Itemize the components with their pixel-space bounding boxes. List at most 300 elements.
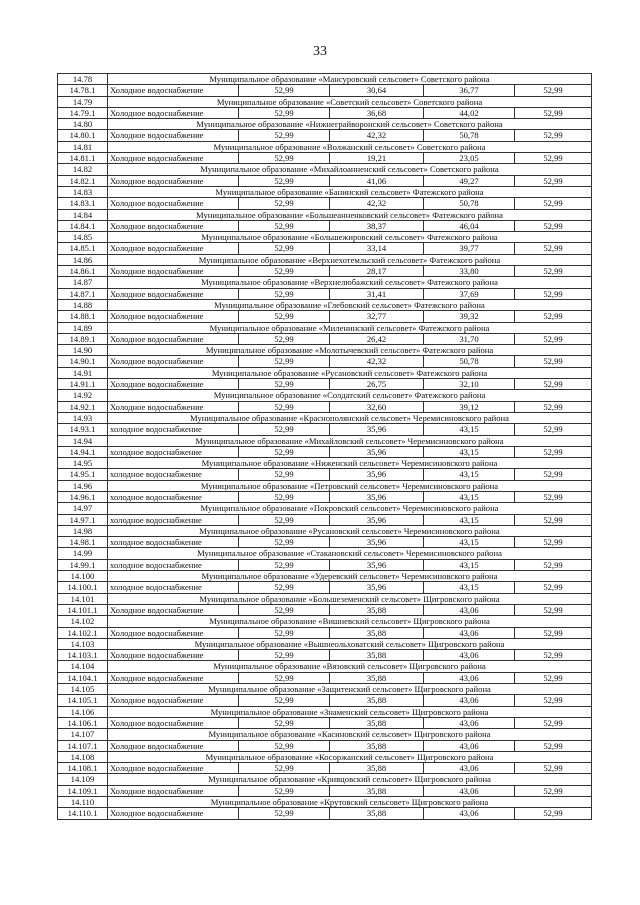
value-4: 52,99	[515, 740, 592, 751]
section-code: 14.105	[58, 684, 108, 695]
value-2: 35,88	[330, 717, 424, 728]
row-code: 14.87.1	[58, 288, 108, 299]
section-header-row	[58, 299, 592, 310]
service-name: Холодное водоснабжение	[108, 650, 239, 661]
tariff-row	[58, 130, 592, 141]
section-title: Муниципальное образование «Михайловский сельсовет» Черемисиновского района	[108, 435, 592, 446]
tariff-row	[58, 175, 592, 186]
section-title: Муниципальное образование «Нижнеграйворонский сельсовет» Советского района	[108, 119, 592, 130]
service-name: Холодное водоснабжение	[108, 311, 239, 322]
row-code: 14.102.1	[58, 627, 108, 638]
section-header-row	[58, 322, 592, 333]
service-name: Холодное водоснабжение	[108, 107, 239, 118]
section-code: 14.89	[58, 322, 108, 333]
service-name: Холодное водоснабжение	[108, 175, 239, 186]
section-header-row	[58, 164, 592, 175]
value-4: 52,99	[515, 153, 592, 164]
value-2: 35,88	[330, 740, 424, 751]
section-header-row	[58, 435, 592, 446]
row-code: 14.98.1	[58, 537, 108, 548]
value-3: 43,06	[424, 785, 515, 796]
section-header-row	[58, 503, 592, 514]
value-1: 52,99	[239, 424, 330, 435]
section-header-row	[58, 232, 592, 243]
value-4: 52,99	[515, 717, 592, 728]
value-4: 52,99	[515, 537, 592, 548]
value-1: 52,99	[239, 288, 330, 299]
tariff-row	[58, 333, 592, 344]
section-code: 14.97	[58, 503, 108, 514]
value-4: 52,99	[515, 627, 592, 638]
value-4: 52,99	[515, 198, 592, 209]
value-1: 52,99	[239, 198, 330, 209]
tariff-row	[58, 107, 592, 118]
section-title: Муниципальное образование «Верхнехотемльский сельсовет» Фатежского района	[108, 254, 592, 265]
service-name: Холодное водоснабжение	[108, 130, 239, 141]
service-name: холодное водоснабжение	[108, 446, 239, 457]
value-4: 52,99	[515, 85, 592, 96]
value-3: 39,32	[424, 311, 515, 322]
value-3: 43,15	[424, 424, 515, 435]
section-code: 14.88	[58, 299, 108, 310]
value-1: 52,99	[239, 604, 330, 615]
section-code: 14.106	[58, 706, 108, 717]
tariff-row	[58, 424, 592, 435]
row-code: 14.83.1	[58, 198, 108, 209]
value-2: 35,88	[330, 627, 424, 638]
value-1: 52,99	[239, 401, 330, 412]
value-4: 52,99	[515, 311, 592, 322]
value-2: 35,88	[330, 785, 424, 796]
value-1: 52,99	[239, 243, 330, 254]
value-2: 35,96	[330, 582, 424, 593]
value-3: 43,06	[424, 695, 515, 706]
value-2: 35,96	[330, 514, 424, 525]
section-code: 14.92	[58, 390, 108, 401]
row-code: 14.85.1	[58, 243, 108, 254]
value-1: 52,99	[239, 107, 330, 118]
service-name: Холодное водоснабжение	[108, 604, 239, 615]
value-1: 52,99	[239, 356, 330, 367]
section-header-row	[58, 141, 592, 152]
value-1: 52,99	[239, 220, 330, 231]
value-2: 31,41	[330, 288, 424, 299]
value-2: 35,88	[330, 695, 424, 706]
tariff-row	[58, 627, 592, 638]
value-3: 43,06	[424, 627, 515, 638]
value-3: 43,06	[424, 808, 515, 819]
value-2: 36,68	[330, 107, 424, 118]
tariff-row	[58, 469, 592, 480]
section-title: Муниципальное образование «Глебовский сельсовет» Фатежского района	[108, 299, 592, 310]
tariff-row	[58, 559, 592, 570]
value-3: 46,04	[424, 220, 515, 231]
service-name: Холодное водоснабжение	[108, 672, 239, 683]
value-1: 52,99	[239, 311, 330, 322]
value-4: 52,99	[515, 333, 592, 344]
value-4: 52,99	[515, 401, 592, 412]
row-code: 14.94.1	[58, 446, 108, 457]
value-2: 35,96	[330, 491, 424, 502]
value-3: 39,12	[424, 401, 515, 412]
value-1: 52,99	[239, 333, 330, 344]
tariff-row	[58, 311, 592, 322]
row-code: 14.93.1	[58, 424, 108, 435]
section-header-row	[58, 96, 592, 107]
row-code: 14.82.1	[58, 175, 108, 186]
service-name: Холодное водоснабжение	[108, 379, 239, 390]
value-3: 43,15	[424, 446, 515, 457]
value-4: 52,99	[515, 379, 592, 390]
tariff-row	[58, 537, 592, 548]
row-code: 14.79.1	[58, 107, 108, 118]
row-code: 14.88.1	[58, 311, 108, 322]
section-title: Муниципальное образование «Верхнелюбажский сельсовет» Фатежского района	[108, 277, 592, 288]
value-1: 52,99	[239, 650, 330, 661]
value-2: 30,64	[330, 85, 424, 96]
row-code: 14.91.1	[58, 379, 108, 390]
value-2: 35,96	[330, 559, 424, 570]
row-code: 14.86.1	[58, 266, 108, 277]
value-4: 52,99	[515, 604, 592, 615]
service-name: Холодное водоснабжение	[108, 695, 239, 706]
section-title: Муниципальное образование «Вишневский сельсовет» Щигровского района	[108, 616, 592, 627]
value-1: 52,99	[239, 469, 330, 480]
section-code: 14.82	[58, 164, 108, 175]
section-title: Муниципальное образование «Покровский сельсовет» Черемисиновского района	[108, 503, 592, 514]
value-2: 32,60	[330, 401, 424, 412]
section-header-row	[58, 345, 592, 356]
value-1: 52,99	[239, 266, 330, 277]
value-3: 43,06	[424, 650, 515, 661]
value-1: 52,99	[239, 808, 330, 819]
tariff-row	[58, 379, 592, 390]
section-title: Муниципальное образование «Косоржанский сельсовет» Щигровского района	[108, 751, 592, 762]
section-title: Муниципальное образование «Крутовский сельсовет» Щигровского района	[108, 797, 592, 808]
service-name: Холодное водоснабжение	[108, 785, 239, 796]
value-1: 52,99	[239, 740, 330, 751]
section-title: Муниципальное образование «Кривцовский сельсовет» Щигровского района	[108, 774, 592, 785]
section-code: 14.87	[58, 277, 108, 288]
tariff-row	[58, 288, 592, 299]
section-code: 14.93	[58, 412, 108, 423]
value-3: 43,15	[424, 514, 515, 525]
section-header-row	[58, 277, 592, 288]
section-title: Муниципальное образование «Петровский сельсовет» Черемисиновского района	[108, 480, 592, 491]
value-3: 43,15	[424, 491, 515, 502]
section-header-row	[58, 797, 592, 808]
section-header-row	[58, 593, 592, 604]
tariff-row	[58, 717, 592, 728]
tariff-table-body	[58, 74, 592, 820]
value-2: 28,17	[330, 266, 424, 277]
tariff-row	[58, 582, 592, 593]
section-code: 14.83	[58, 186, 108, 197]
value-2: 26,75	[330, 379, 424, 390]
value-4: 52,99	[515, 424, 592, 435]
section-code: 14.95	[58, 458, 108, 469]
value-3: 43,06	[424, 763, 515, 774]
value-3: 50,78	[424, 198, 515, 209]
service-name: холодное водоснабжение	[108, 537, 239, 548]
value-3: 43,15	[424, 582, 515, 593]
value-4: 52,99	[515, 266, 592, 277]
section-code: 14.85	[58, 232, 108, 243]
service-name: холодное водоснабжение	[108, 469, 239, 480]
section-title: Муниципальное образование «Знаменский сельсовет» Щигровского района	[108, 706, 592, 717]
row-code: 14.103.1	[58, 650, 108, 661]
tariff-row	[58, 85, 592, 96]
value-2: 42,32	[330, 356, 424, 367]
value-3: 32,10	[424, 379, 515, 390]
service-name: Холодное водоснабжение	[108, 85, 239, 96]
row-code: 14.100.1	[58, 582, 108, 593]
section-header-row	[58, 571, 592, 582]
section-code: 14.79	[58, 96, 108, 107]
value-2: 42,32	[330, 130, 424, 141]
value-1: 52,99	[239, 627, 330, 638]
section-title: Муниципальное образование «Большеанненковский сельсовет» Фатежского района	[108, 209, 592, 220]
value-1: 52,99	[239, 717, 330, 728]
value-3: 23,05	[424, 153, 515, 164]
value-2: 42,32	[330, 198, 424, 209]
row-code: 14.99.1	[58, 559, 108, 570]
section-header-row	[58, 751, 592, 762]
tariff-row	[58, 153, 592, 164]
row-code: 14.80.1	[58, 130, 108, 141]
section-title: Муниципальное образование «Вышнеольховатский сельсовет» Щигровского района	[108, 638, 592, 649]
section-title: Муниципальное образование «Вязовский сельсовет» Щигровского района	[108, 661, 592, 672]
service-name: Холодное водоснабжение	[108, 401, 239, 412]
tariff-row	[58, 220, 592, 231]
value-4: 52,99	[515, 356, 592, 367]
row-code: 14.97.1	[58, 514, 108, 525]
value-2: 35,88	[330, 672, 424, 683]
value-1: 52,99	[239, 379, 330, 390]
value-4: 52,99	[515, 650, 592, 661]
row-code: 14.78.1	[58, 85, 108, 96]
service-name: Холодное водоснабжение	[108, 288, 239, 299]
tariff-row	[58, 740, 592, 751]
section-code: 14.81	[58, 141, 108, 152]
section-code: 14.91	[58, 367, 108, 378]
row-code: 14.109.1	[58, 785, 108, 796]
section-code: 14.107	[58, 729, 108, 740]
value-1: 52,99	[239, 763, 330, 774]
service-name: Холодное водоснабжение	[108, 808, 239, 819]
row-code: 14.110.1	[58, 808, 108, 819]
value-4: 52,99	[515, 763, 592, 774]
section-header-row	[58, 480, 592, 491]
value-2: 35,96	[330, 469, 424, 480]
value-3: 39,77	[424, 243, 515, 254]
value-4: 52,99	[515, 175, 592, 186]
tariff-row	[58, 650, 592, 661]
section-title: Муниципальное образование «Миленинский сельсовет» Фатежского района	[108, 322, 592, 333]
service-name: Холодное водоснабжение	[108, 266, 239, 277]
value-2: 19,21	[330, 153, 424, 164]
value-4: 52,99	[515, 785, 592, 796]
section-header-row	[58, 254, 592, 265]
service-name: Холодное водоснабжение	[108, 740, 239, 751]
service-name: Холодное водоснабжение	[108, 220, 239, 231]
service-name: холодное водоснабжение	[108, 424, 239, 435]
section-title: Муниципальное образование «Удеревский сельсовет» Черемисиновского района	[108, 571, 592, 582]
section-header-row	[58, 616, 592, 627]
section-header-row	[58, 638, 592, 649]
row-code: 14.101.1	[58, 604, 108, 615]
value-1: 52,99	[239, 175, 330, 186]
value-4: 52,99	[515, 514, 592, 525]
page-number: 33	[313, 44, 327, 59]
value-2: 35,96	[330, 446, 424, 457]
value-3: 43,06	[424, 604, 515, 615]
section-title: Муниципальное образование «Волжанский сельсовет» Советского района	[108, 141, 592, 152]
service-name: Холодное водоснабжение	[108, 198, 239, 209]
value-4: 52,99	[515, 672, 592, 683]
tariff-row	[58, 401, 592, 412]
tariff-row	[58, 808, 592, 819]
section-code: 14.98	[58, 525, 108, 536]
row-code: 14.95.1	[58, 469, 108, 480]
value-4: 52,99	[515, 243, 592, 254]
section-title: Муниципальное образование «Касиновский сельсовет» Щигровского района	[108, 729, 592, 740]
service-name: Холодное водоснабжение	[108, 763, 239, 774]
value-2: 35,88	[330, 808, 424, 819]
tariff-row	[58, 672, 592, 683]
value-3: 43,06	[424, 717, 515, 728]
value-4: 52,99	[515, 491, 592, 502]
value-4: 52,99	[515, 808, 592, 819]
value-4: 52,99	[515, 446, 592, 457]
section-title: Муниципальное образование «Стакановский сельсовет» Черемисиновского района	[108, 548, 592, 559]
value-3: 49,27	[424, 175, 515, 186]
service-name: холодное водоснабжение	[108, 559, 239, 570]
service-name: Холодное водоснабжение	[108, 153, 239, 164]
service-name: Холодное водоснабжение	[108, 243, 239, 254]
section-header-row	[58, 74, 592, 85]
tariff-row	[58, 243, 592, 254]
section-code: 14.86	[58, 254, 108, 265]
service-name: Холодное водоснабжение	[108, 356, 239, 367]
section-header-row	[58, 186, 592, 197]
section-title: Муниципальное образование «Молотычевский сельсовет» Фатежского района	[108, 345, 592, 356]
section-code: 14.104	[58, 661, 108, 672]
section-code: 14.103	[58, 638, 108, 649]
value-1: 52,99	[239, 514, 330, 525]
value-1: 52,99	[239, 446, 330, 457]
tariff-row	[58, 266, 592, 277]
tariff-row	[58, 695, 592, 706]
value-1: 52,99	[239, 582, 330, 593]
tariff-row	[58, 198, 592, 209]
section-code: 14.108	[58, 751, 108, 762]
section-code: 14.109	[58, 774, 108, 785]
section-header-row	[58, 729, 592, 740]
section-code: 14.84	[58, 209, 108, 220]
tariff-row	[58, 491, 592, 502]
row-code: 14.96.1	[58, 491, 108, 502]
tariff-row	[58, 763, 592, 774]
value-4: 52,99	[515, 582, 592, 593]
row-code: 14.107.1	[58, 740, 108, 751]
value-1: 52,99	[239, 153, 330, 164]
value-2: 35,88	[330, 650, 424, 661]
section-header-row	[58, 706, 592, 717]
value-2: 35,88	[330, 763, 424, 774]
value-3: 36,77	[424, 85, 515, 96]
section-code: 14.80	[58, 119, 108, 130]
value-2: 35,88	[330, 604, 424, 615]
section-code: 14.100	[58, 571, 108, 582]
section-code: 14.90	[58, 345, 108, 356]
row-code: 14.84.1	[58, 220, 108, 231]
service-name: холодное водоснабжение	[108, 582, 239, 593]
section-header-row	[58, 209, 592, 220]
row-code: 14.105.1	[58, 695, 108, 706]
section-title: Муниципальное образование «Большеземенский сельсовет» Щигровского района	[108, 593, 592, 604]
value-3: 43,06	[424, 740, 515, 751]
value-1: 52,99	[239, 537, 330, 548]
value-2: 41,06	[330, 175, 424, 186]
section-code: 14.101	[58, 593, 108, 604]
section-title: Муниципальное образование «Банинский сельсовет» Фатежского района	[108, 186, 592, 197]
row-code: 14.90.1	[58, 356, 108, 367]
value-1: 52,99	[239, 695, 330, 706]
value-3: 37,69	[424, 288, 515, 299]
value-4: 52,99	[515, 130, 592, 141]
section-code: 14.102	[58, 616, 108, 627]
tariff-row	[58, 446, 592, 457]
tariff-row	[58, 785, 592, 796]
value-2: 38,37	[330, 220, 424, 231]
service-name: Холодное водоснабжение	[108, 627, 239, 638]
value-4: 52,99	[515, 559, 592, 570]
section-header-row	[58, 774, 592, 785]
value-4: 52,99	[515, 288, 592, 299]
row-code: 14.92.1	[58, 401, 108, 412]
value-2: 35,96	[330, 537, 424, 548]
value-2: 32,77	[330, 311, 424, 322]
tariff-row	[58, 514, 592, 525]
value-1: 52,99	[239, 85, 330, 96]
section-title: Муниципальное образование «Большежировский сельсовет» Фатежского района	[108, 232, 592, 243]
row-code: 14.89.1	[58, 333, 108, 344]
value-3: 50,78	[424, 130, 515, 141]
section-title: Муниципальное образование «Михайлоанненский сельсовет» Советского района	[108, 164, 592, 175]
value-3: 50,78	[424, 356, 515, 367]
section-title: Муниципальное образование «Защитенский сельсовет» Щигровского района	[108, 684, 592, 695]
tariff-row	[58, 356, 592, 367]
value-3: 43,15	[424, 559, 515, 570]
section-code: 14.96	[58, 480, 108, 491]
value-1: 52,99	[239, 785, 330, 796]
row-code: 14.106.1	[58, 717, 108, 728]
tariff-row	[58, 604, 592, 615]
section-header-row	[58, 119, 592, 130]
value-3: 33,80	[424, 266, 515, 277]
service-name: Холодное водоснабжение	[108, 333, 239, 344]
section-code: 14.110	[58, 797, 108, 808]
section-header-row	[58, 367, 592, 378]
section-title: Муниципальное образование «Мансуровский сельсовет» Советского района	[108, 74, 592, 85]
section-header-row	[58, 684, 592, 695]
service-name: холодное водоснабжение	[108, 491, 239, 502]
value-1: 52,99	[239, 130, 330, 141]
value-4: 52,99	[515, 220, 592, 231]
row-code: 14.108.1	[58, 763, 108, 774]
value-3: 43,06	[424, 672, 515, 683]
